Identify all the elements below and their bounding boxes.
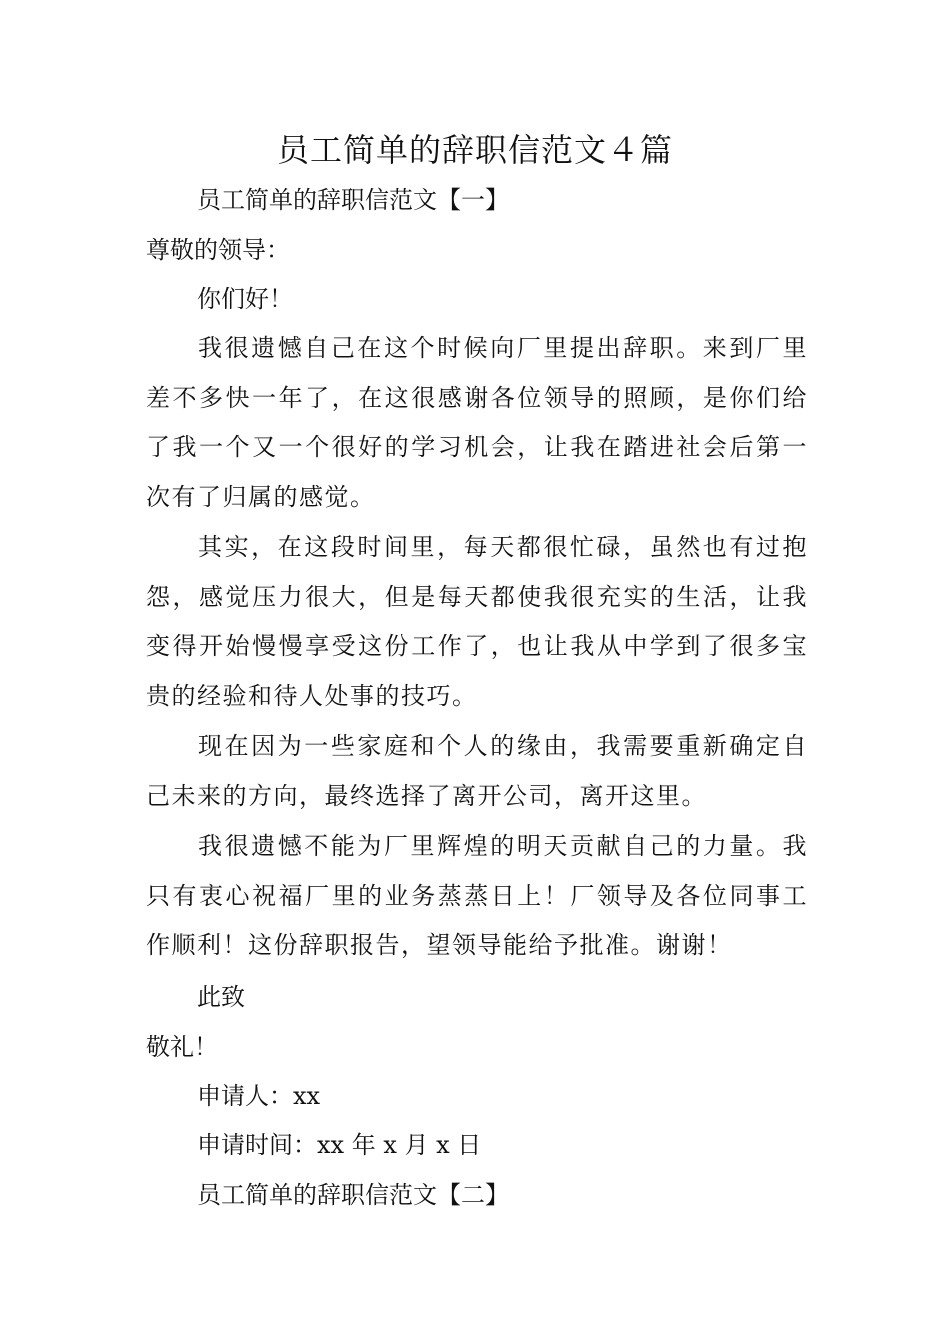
body-paragraph-3: 现在因为一些家庭和个人的缘由，我需要重新确定自己未来的方向，最终选择了离开公司，离开这里。 xyxy=(146,732,808,810)
body-paragraph-1: 我很遗憾自己在这个时候向厂里提出辞职。来到厂里差不多快一年了，在这很感谢各位领导的照顾，是你们给了我一个又一个很好的学习机会，让我在踏进社会后第一次有了归属的感觉。 xyxy=(146,334,808,511)
closing-line-1: 此致 xyxy=(197,983,245,1011)
greeting: 你们好！ xyxy=(197,285,293,313)
apply-date-line: 申请时间：xx 年 x 月 x 日 xyxy=(197,1131,482,1159)
section-heading-2: 员工简单的辞职信范文【二】 xyxy=(197,1181,509,1209)
salutation: 尊敬的领导： xyxy=(146,236,290,264)
body-paragraph-2: 其实，在这段时间里，每天都很忙碌，虽然也有过抱怨，感觉压力很大，但是每天都使我很充实的生活，让我变得开始慢慢享受这份工作了，也让我从中学到了很多宝贵的经验和待人处事的技巧。 xyxy=(146,533,808,710)
section-heading-1: 员工简单的辞职信范文【一】 xyxy=(197,186,509,214)
closing-line-2: 敬礼！ xyxy=(146,1033,218,1061)
body-paragraph-4: 我很遗憾不能为厂里辉煌的明天贡献自己的力量。我只有衷心祝福厂里的业务蒸蒸日上！厂领导及各位同事工作顺利！这份辞职报告，望领导能给予批准。谢谢！ xyxy=(146,832,808,959)
applicant-line: 申请人：xx xyxy=(197,1082,321,1110)
document-title: 员工简单的辞职信范文４篇 xyxy=(276,131,673,169)
